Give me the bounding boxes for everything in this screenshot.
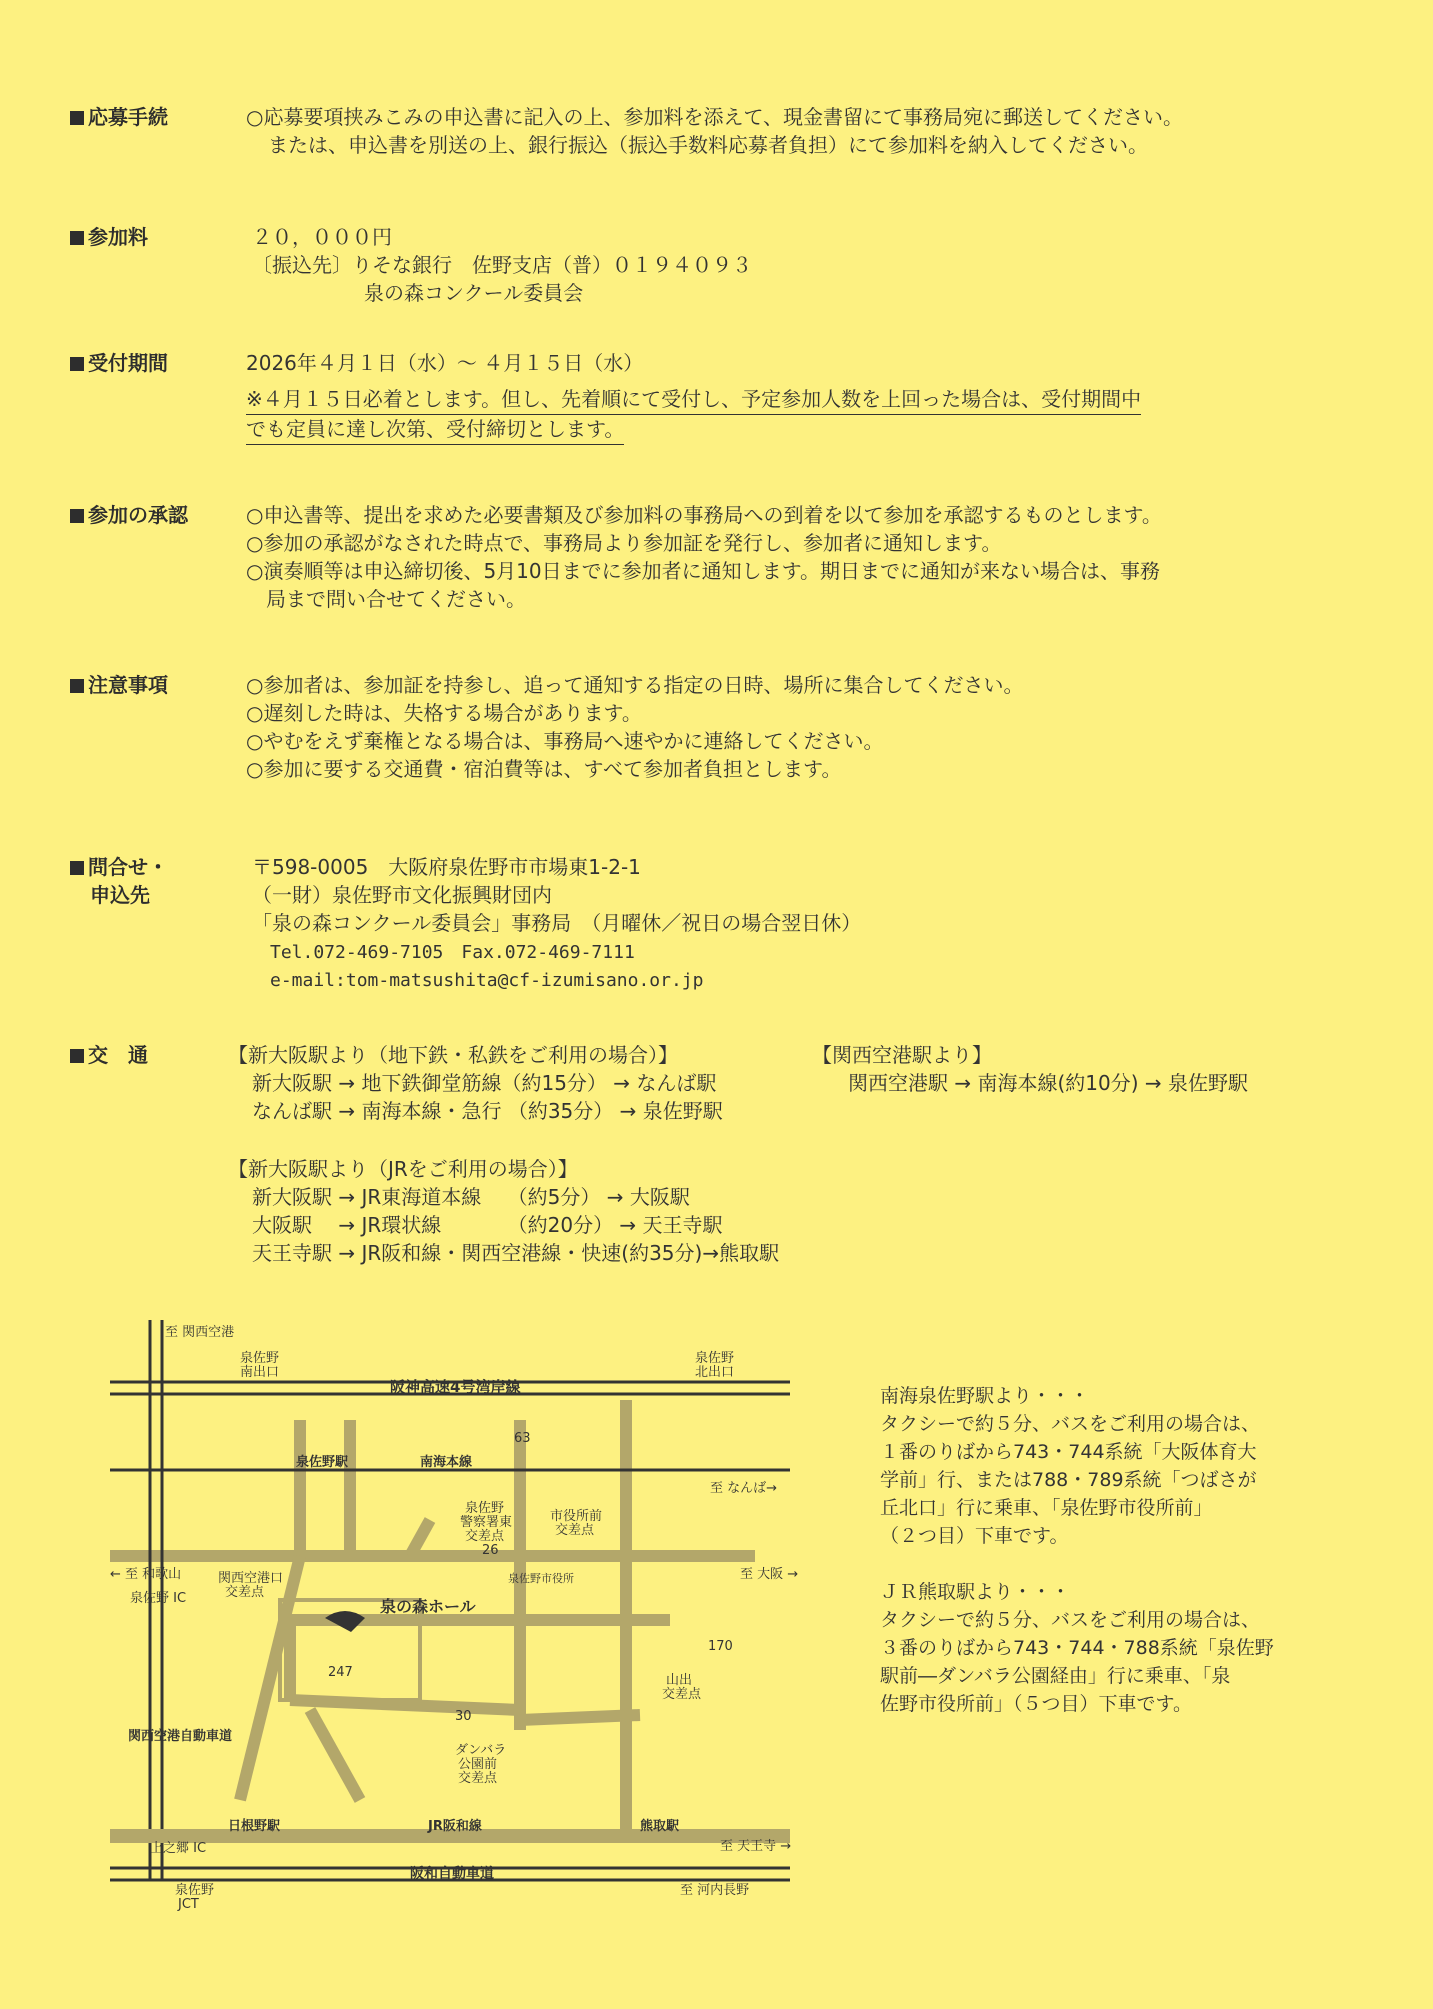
approval-line-4: 局まで問い合せてください。	[246, 587, 526, 611]
map-label-izumisano-kita: 泉佐野	[695, 1351, 735, 1366]
notes-line-3: ○やむをえず棄権となる場合は、事務局へ速やかに連絡してください。	[246, 729, 884, 753]
square-bullet-icon	[70, 861, 84, 875]
access-block-a-title: 【新大阪駅より（地下鉄・私鉄をご利用の場合）】	[228, 1043, 678, 1067]
map-label-izumisano-station: 泉佐野駅	[296, 1455, 349, 1470]
square-bullet-icon	[70, 231, 84, 245]
map-label-hineno: 日根野駅	[228, 1819, 281, 1834]
directions-nankai-line-4: 丘北口」行に乗車、「泉佐野市役所前」	[880, 1497, 1213, 1519]
map-label-to-kix: 至 関西空港	[165, 1325, 235, 1340]
map-label-to-osaka: 至 大阪 →	[740, 1567, 799, 1582]
oubo-line-1: ○応募要項挟みこみの申込書に記入の上、参加料を添えて、現金書留にて事務局宛に郵送してください。	[246, 105, 1184, 129]
access-block-b-title: 【関西空港駅より】	[812, 1043, 992, 1067]
square-bullet-icon	[70, 357, 84, 371]
map-label-kix-guchi-1: 関西空港口	[218, 1571, 284, 1586]
map-label-shiyakusho-2: 交差点	[555, 1523, 595, 1538]
directions-jr-line-3: 駅前―ダンバラ公園経由」行に乗車、「泉	[880, 1665, 1231, 1687]
access-map	[110, 1320, 830, 1912]
square-bullet-icon	[70, 111, 84, 125]
map-label-danbara-3: 交差点	[458, 1771, 498, 1786]
map-label-to-kawachi: 至 河内長野	[680, 1883, 750, 1898]
map-label-danbara-2: 公園前	[458, 1757, 498, 1772]
map-label-route-247: 247	[328, 1665, 353, 1680]
section-label-access	[70, 1040, 148, 1070]
directions-nankai-line-2: １番のりばから743・744系統「大阪体育大	[880, 1441, 1257, 1463]
contact-office: 「泉の森コンクール委員会」事務局 （月曜休／祝日の場合翌日休）	[252, 911, 862, 935]
fee-bank: 〔振込先〕りそな銀行 佐野支店（普）０１９４０９３	[252, 253, 752, 277]
period-note-1: ※４月１５日必着とします。但し、先着順にて受付し、予定参加人数を上回った場合は、受付期間中	[246, 384, 1141, 415]
fee-holder: 泉の森コンクール委員会	[364, 281, 584, 305]
square-bullet-icon	[70, 679, 84, 693]
map-label-route-170: 170	[708, 1639, 733, 1654]
contact-org: （一財）泉佐野市文化振興財団内	[252, 883, 552, 907]
contact-phone: Tel.072-469-7105 Fax.072-469-7111	[252, 942, 635, 963]
map-label-jr-hanwa: JR阪和線	[428, 1819, 482, 1834]
period-dates: 2026年４月１日（水）～ ４月１５日（水）	[246, 351, 644, 375]
map-label-hanshin: 阪神高速4号湾岸線	[390, 1378, 521, 1396]
map-label-to-namba: 至 なんば→	[710, 1481, 778, 1496]
contact-address: 〒598-0005 大阪府泉佐野市市場東1-2-1	[252, 855, 641, 879]
directions-jr-line-4: 佐野市役所前」（５つ目）下車です。	[880, 1693, 1192, 1715]
access-block-a-line-2: なんば駅 → 南海本線・急行 （約35分） → 泉佐野駅	[252, 1099, 723, 1123]
directions-jr-line-2: ３番のりばから743・744・788系統「泉佐野	[880, 1637, 1274, 1659]
directions-jr-line-1: タクシーで約５分、バスをご利用の場合は、	[880, 1609, 1261, 1631]
fee-amount: ２０，０００円	[252, 225, 392, 249]
label-text: 受付期間	[88, 351, 168, 375]
section-label-notes	[70, 670, 168, 700]
approval-line-3: ○演奏順等は申込締切後、5月10日までに参加者に通知します。期日までに通知が来ない場合は、事務	[246, 559, 1161, 583]
approval-line-2: ○参加の承認がなされた時点で、事務局より参加証を発行し、参加者に通知します。	[246, 531, 1002, 555]
map-label-route-30: 30	[455, 1709, 472, 1724]
label-text: 注意事項	[88, 673, 168, 697]
map-label-route-26: 26	[482, 1543, 499, 1558]
directions-nankai-line-1: タクシーで約５分、バスをご利用の場合は、	[880, 1413, 1261, 1435]
access-block-b-line-1: 関西空港駅 → 南海本線(約10分) → 泉佐野駅	[848, 1071, 1248, 1095]
map-label-izumisano-ic: 泉佐野 IC	[130, 1591, 187, 1606]
label-text: 参加の承認	[88, 503, 188, 527]
square-bullet-icon	[70, 509, 84, 523]
label-text: 交 通	[88, 1043, 148, 1067]
period-note-2: でも定員に達し次第、受付締切とします。	[246, 414, 624, 445]
notes-line-1: ○参加者は、参加証を持参し、追って通知する指定の日時、場所に集合してください。	[246, 673, 1024, 697]
map-label-shiyakusho-1: 市役所前	[550, 1509, 603, 1524]
section-label-oubo	[70, 102, 168, 132]
map-label-izumisano-minami-2: 南出口	[240, 1365, 280, 1380]
map-label-police-1: 泉佐野	[465, 1501, 505, 1516]
map-label-city-hall: 泉佐野市役所	[508, 1572, 574, 1585]
approval-line-1: ○申込書等、提出を求めた必要書類及び参加料の事務局への到着を以て参加を承認するものとします。	[246, 503, 1162, 527]
notes-line-4: ○参加に要する交通費・宿泊費等は、すべて参加者負担とします。	[246, 757, 842, 781]
access-block-a-line-1: 新大阪駅 → 地下鉄御堂筋線（約15分） → なんば駅	[252, 1071, 717, 1095]
map-label-yamade-2: 交差点	[662, 1687, 702, 1702]
label-text: 応募手続	[88, 105, 168, 129]
map-label-kix-expressway: 関西空港自動車道	[128, 1729, 233, 1744]
map-label-hanwa-exp: 阪和自動車道	[410, 1866, 494, 1882]
notes-line-2: ○遅刻した時は、失格する場合があります。	[246, 701, 642, 725]
map-label-kaminogo: 上之郷 IC	[150, 1841, 207, 1856]
section-label-contact-2: 申込先	[90, 883, 150, 907]
map-label-hall: 泉の森ホール	[380, 1597, 476, 1616]
section-label-period	[70, 348, 168, 378]
section-label-contact	[70, 852, 168, 882]
map-label-route-63: 63	[514, 1431, 531, 1446]
map-label-izumisano-minami: 泉佐野	[240, 1351, 280, 1366]
contact-email[interactable]: e-mail:tom-matsushita@cf-izumisano.or.jp	[252, 970, 704, 991]
map-label-police-2: 警察署東	[460, 1515, 513, 1530]
map-label-to-tennoji: 至 天王寺 →	[720, 1839, 792, 1854]
map-label-danbara-1: ダンバラ	[455, 1743, 507, 1758]
label-text: 問合せ・	[88, 855, 168, 879]
map-label-yamade-1: 山出	[666, 1673, 693, 1688]
square-bullet-icon	[70, 1049, 84, 1063]
map-label-nankai: 南海本線	[420, 1455, 473, 1470]
map-label-to-wakayama: ← 至 和歌山	[110, 1567, 182, 1582]
map-label-police-3: 交差点	[465, 1529, 505, 1544]
directions-nankai-line-3: 学前」行、または788・789系統「つばさが	[880, 1469, 1257, 1491]
oubo-line-2: または、申込書を別送の上、銀行振込（振込手数料応募者負担）にて参加料を納入してください。	[268, 133, 1148, 157]
map-label-kumatori: 熊取駅	[640, 1819, 680, 1834]
map-label-kix-guchi-2: 交差点	[225, 1585, 265, 1600]
access-block-c-line-3: 天王寺駅 → JR阪和線・関西空港線・快速(約35分)→熊取駅	[252, 1241, 780, 1265]
section-label-fee	[70, 222, 148, 252]
directions-jr-title: ＪＲ熊取駅より・・・	[880, 1581, 1071, 1603]
label-text: 参加料	[88, 225, 148, 249]
access-block-c-line-2: 大阪駅 → JR環状線 （約20分） → 天王寺駅	[252, 1213, 723, 1237]
access-block-c-line-1: 新大阪駅 → JR東海道本線 （約5分） → 大阪駅	[252, 1185, 690, 1209]
section-label-approval	[70, 500, 188, 530]
directions-nankai-line-5: （２つ目）下車です。	[880, 1525, 1069, 1547]
access-block-c-title: 【新大阪駅より（JRをご利用の場合）】	[228, 1157, 578, 1181]
map-label-izumisano-kita-2: 北出口	[695, 1365, 735, 1380]
directions-nankai-title: 南海泉佐野駅より・・・	[880, 1385, 1090, 1407]
map-label-jct-2: JCT	[178, 1897, 199, 1912]
map-label-jct-1: 泉佐野	[175, 1883, 215, 1898]
